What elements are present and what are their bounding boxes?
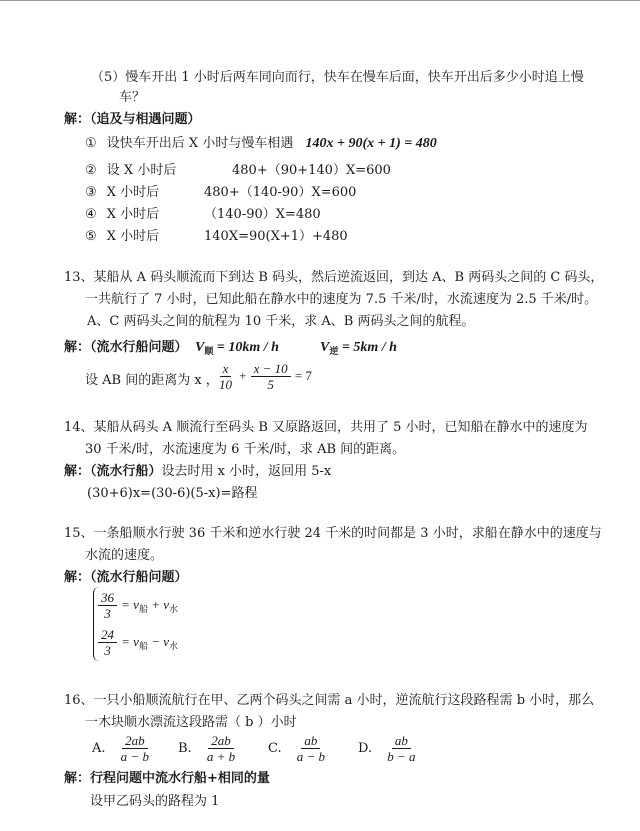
step-text: X 小时后 — [106, 185, 160, 200]
q16-type: 行程问题中流水行船+相同的量 — [90, 771, 270, 786]
q5-step-4-eq: （140-90）X=480 — [204, 207, 321, 222]
q13-rhs: = 7 — [294, 368, 312, 383]
q15-type: （流水行船问题） — [90, 570, 188, 585]
q5-line1: （5）慢车开出 1 小时后两车同向而行，快车在慢车后面，快车开出后多少小时追上慢 — [91, 70, 584, 85]
q13-label: 解： — [64, 340, 91, 355]
q5-step-2-eq: 480+（90+140）X=600 — [232, 163, 391, 178]
q5-step-1 — [85, 135, 437, 153]
step-text: X 小时后 — [106, 229, 160, 244]
q5-step-5 — [85, 228, 159, 246]
q14-solution — [64, 463, 331, 481]
q13-v-downstream: $V_顺 = 10km / h$ — [195, 340, 279, 356]
q16-label: 解： — [64, 771, 91, 786]
q16-solution — [64, 770, 270, 788]
q14-line1: 14、某船从码头 A 顺流行至码头 B 又原路返回，共用了 5 小时，已知船在静水中的速度为 — [64, 420, 588, 435]
q15-eq-2: $\frac{24}{3}$ = $v_船 - v_水$ — [98, 627, 178, 658]
step-num: ④ — [85, 207, 97, 222]
q13-v1-sub: 顺 — [204, 346, 214, 356]
top-rule — [0, 0, 640, 1]
q14-label: 解： — [64, 464, 91, 479]
q13-fraction-2: $\frac{x - 10}{5}$ — [251, 361, 291, 392]
step-text: X 小时后 — [106, 207, 160, 222]
q13-v1-val: = 10km / h — [216, 340, 279, 355]
q15-frac-2: $\frac{24}{3}$ — [98, 627, 117, 658]
q5-step-2 — [85, 162, 176, 180]
q5-solution — [64, 111, 201, 129]
step-num: ① — [85, 136, 97, 151]
q14-setup: 设去时用 x 小时，返回用 5-x — [161, 464, 332, 479]
q16-option-c: C. $\frac{ab}{a - b}$ — [268, 733, 326, 764]
q14-type: （流水行船） — [90, 464, 162, 479]
q5-step-3-eq: 480+（140-90）X=600 — [204, 185, 357, 200]
q13-equation — [216, 361, 312, 392]
q13-v-upstream: $V_逆 = 5km / h$ — [320, 340, 397, 356]
q13-line1: 13、某船从 A 码头顺流而下到达 B 码头，然后逆流返回，到达 A、B 两码头之间的 C 码头， — [64, 270, 604, 285]
q15-label: 解： — [64, 570, 91, 585]
q15-eq-1: $\frac{36}{3}$ = $v_船 + v_水$ — [98, 590, 178, 621]
step-num: ⑤ — [85, 229, 97, 244]
step-eq: 140x + 90(x + 1) = 480 — [305, 136, 437, 151]
step-text: 设快车开出后 X 小时与慢车相遇 — [106, 136, 294, 151]
q13-v2-val: = 5km / h — [341, 340, 397, 355]
q13-setup: 设 AB 间的距离为 x ， — [85, 373, 219, 388]
q13-line2: 一共航行了 7 小时，已知此船在静水中的速度为 7.5 千米/时，水流速度为 2.5 千米/时。 — [85, 292, 598, 307]
q14-equation: (30+6)x=(30-6)(5-x)=路程 — [87, 486, 258, 501]
q15-solution — [64, 569, 188, 587]
q5-line2: 车？ — [119, 90, 146, 105]
q5-label: 解： — [64, 112, 91, 127]
q13-type: （流水行船问题） — [90, 340, 188, 355]
q16-setup: 设甲乙码头的路程为 1 — [90, 794, 220, 809]
q13-solution — [64, 339, 188, 357]
step-num: ③ — [85, 185, 97, 200]
q15-frac-1: $\frac{36}{3}$ — [98, 590, 117, 621]
q13-line3: A、C 两码头之间的航程为 10 千米，求 A、B 两码头之间的航程。 — [87, 314, 475, 329]
q5-step-5-eq: 140X=90(X+1）+480 — [204, 229, 348, 244]
q14-line2: 30 千米/时，水流速度为 6 千米/时，求 AB 间的距离。 — [85, 442, 406, 457]
q16-line2: 一木块顺水漂流这段路需（ b ）小时 — [85, 715, 297, 730]
q5-step-4 — [85, 206, 159, 224]
q13-plus: + — [239, 368, 247, 383]
q5-type: （追及与相遇问题） — [90, 112, 201, 127]
q16-option-d: D. $\frac{ab}{b - a}$ — [358, 733, 416, 764]
q13-fraction-1: $\frac{x}{10}$ — [219, 361, 232, 392]
q5-step-3 — [85, 184, 159, 202]
q16-option-b: B. $\frac{2ab}{a + b}$ — [178, 733, 236, 764]
step-text: 设 X 小时后 — [106, 163, 177, 178]
q16-line1: 16、一只小船顺流航行在甲、乙两个码头之间需 a 小时，逆流航行这段路程需 b 小时，那么 — [64, 693, 595, 708]
q15-line1: 15、一条船顺水行驶 36 千米和逆水行驶 24 千米的时间都是 3 小时，求船在静水中的速度与 — [64, 526, 602, 541]
q15-line2: 水流的速度。 — [85, 548, 164, 563]
q13-v2-sub: 逆 — [329, 346, 339, 356]
step-num: ② — [85, 163, 97, 178]
q16-option-a: A. $\frac{2ab}{a - b}$ — [92, 733, 149, 764]
